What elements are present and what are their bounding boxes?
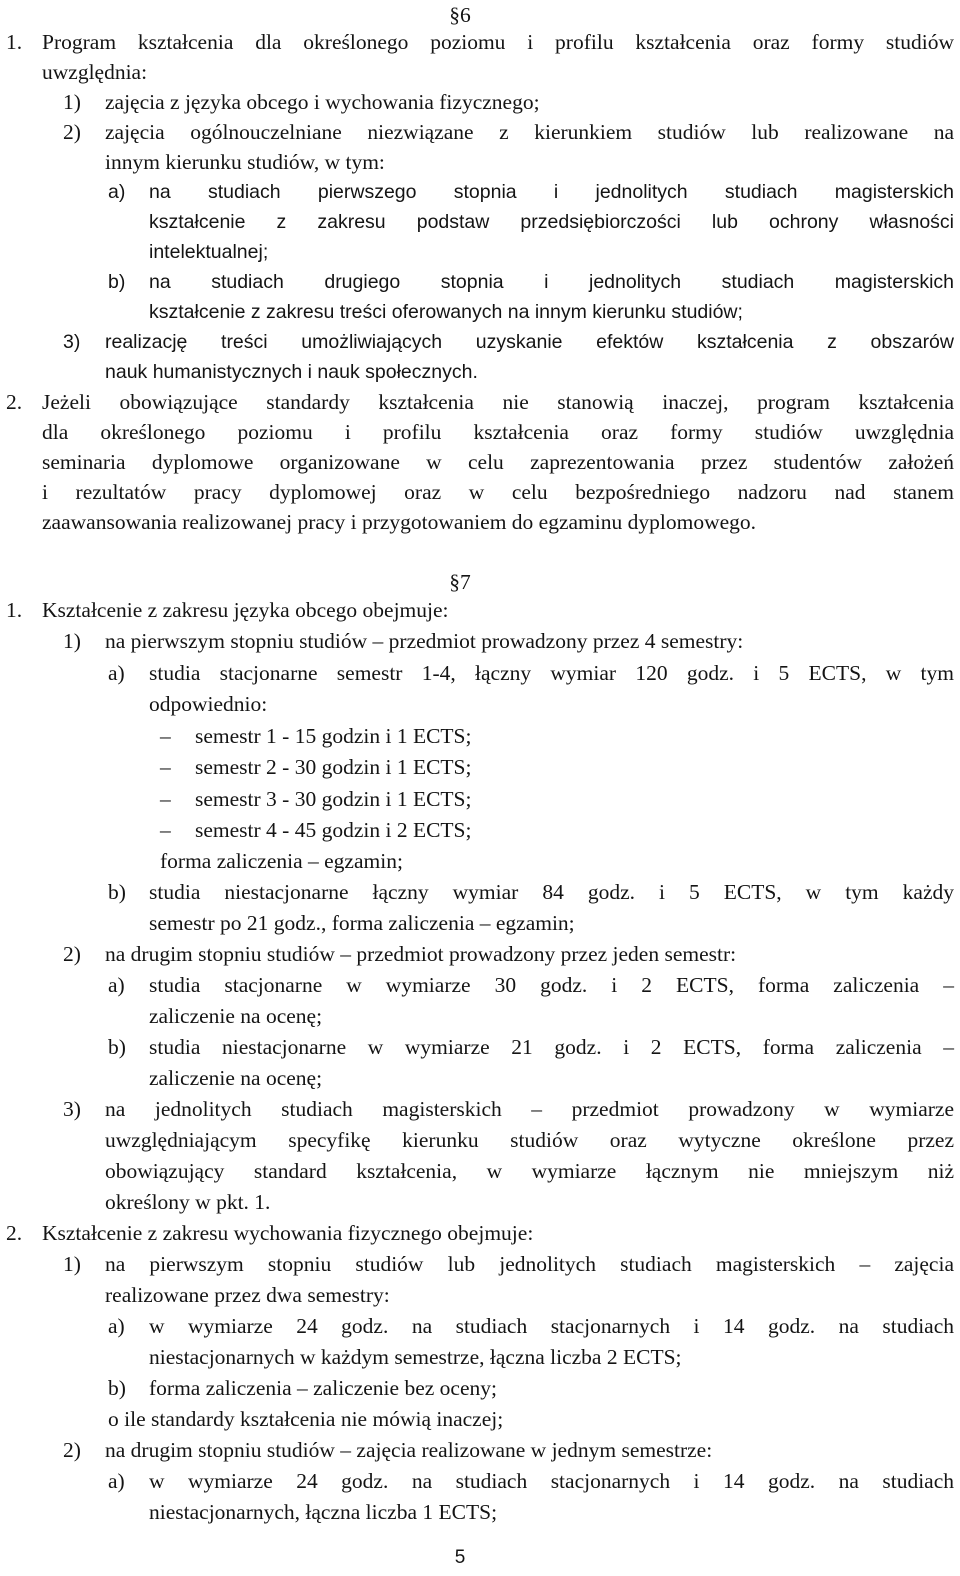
paragraph-line: uwzględniającym specyfikę kierunku studiów oraz wytyczne określone przez <box>105 1128 954 1152</box>
paragraph-line: niestacjonarnych, łączna liczba 1 ECTS; <box>149 1500 498 1524</box>
dash-bullet: – <box>160 724 171 748</box>
paragraph-line: na drugim stopniu studiów – zajęcia realizowane w jednym semestrze: <box>105 1438 713 1462</box>
list-number: 3) <box>63 331 81 353</box>
paragraph-line: Kształcenie z zakresu języka obcego obejmuje: <box>42 598 449 622</box>
paragraph-line: intelektualnej; <box>149 241 269 263</box>
paragraph-line: zaawansowania realizowanej pracy i przygotowaniem do egzaminu dyplomowego. <box>42 510 757 534</box>
list-letter: a) <box>108 1314 125 1338</box>
list-letter: b) <box>108 1035 126 1059</box>
paragraph-line: zajęcia ogólnouczelniane niezwiązane z kierunkiem studiów lub realizowane na <box>105 120 954 144</box>
paragraph-line: seminaria dyplomowe organizowane w celu zaprezentowania przez studentów założeń <box>42 450 954 474</box>
paragraph-line: i rezultatów pracy dyplomowej oraz w celu bezpośredniego nadzoru nad stanem <box>42 480 954 504</box>
paragraph-line: semestr 1 - 15 godzin i 1 ECTS; <box>195 724 472 748</box>
paragraph-line: semestr po 21 godz., forma zaliczenia – egzamin; <box>149 911 575 935</box>
paragraph-line: studia niestacjonarne łączny wymiar 84 godz. i 5 ECTS, w tym każdy <box>149 880 954 904</box>
list-number: 2. <box>6 1221 23 1245</box>
paragraph-line: realizowane przez dwa semestry: <box>105 1283 390 1307</box>
paragraph-line: dla określonego poziomu i profilu kształcenia oraz formy studiów uwzględnia <box>42 420 954 444</box>
paragraph-line: na jednolitych studiach magisterskich – przedmiot prowadzony w wymiarze <box>105 1097 954 1121</box>
dash-bullet: – <box>160 818 171 842</box>
paragraph-line: studia stacjonarne semestr 1-4, łączny wymiar 120 godz. i 5 ECTS, w tym <box>149 661 954 685</box>
paragraph-line: forma zaliczenia – egzamin; <box>160 849 403 873</box>
paragraph-line: uwzględnia: <box>42 60 148 84</box>
section-7-heading: §7 <box>449 570 471 594</box>
paragraph-line: zaliczenie na ocenę; <box>149 1066 323 1090</box>
paragraph-line: Jeżeli obowiązujące standardy kształcenia nie stanowią inaczej, program kształcenia <box>42 390 954 414</box>
list-letter: b) <box>108 880 126 904</box>
paragraph-line: zaliczenie na ocenę; <box>149 1004 323 1028</box>
paragraph-line: na drugim stopniu studiów – przedmiot prowadzony przez jeden semestr: <box>105 942 737 966</box>
paragraph-line: na pierwszym stopniu studiów lub jednolitych studiach magisterskich – zajęcia <box>105 1252 954 1276</box>
dash-bullet: – <box>160 787 171 811</box>
paragraph-line: w wymiarze 24 godz. na studiach stacjonarnych i 14 godz. na studiach <box>149 1469 954 1493</box>
paragraph-line: w wymiarze 24 godz. na studiach stacjonarnych i 14 godz. na studiach <box>149 1314 954 1338</box>
paragraph-line: studia stacjonarne w wymiarze 30 godz. i 2 ECTS, forma zaliczenia – <box>149 973 954 997</box>
list-number: 2. <box>6 390 23 414</box>
list-letter: b) <box>108 271 126 293</box>
paragraph-line: na studiach drugiego stopnia i jednolitych studiach magisterskich <box>149 271 954 293</box>
list-number: 3) <box>63 1097 81 1121</box>
list-letter: a) <box>108 181 126 203</box>
paragraph-line: semestr 3 - 30 godzin i 1 ECTS; <box>195 787 472 811</box>
paragraph-line: na studiach pierwszego stopnia i jednolitych studiach magisterskich <box>149 181 954 203</box>
list-number: 1. <box>6 598 23 622</box>
paragraph-line: kształcenie z zakresu podstaw przedsiębiorczości lub ochrony własności <box>149 211 954 233</box>
paragraph-line: semestr 2 - 30 godzin i 1 ECTS; <box>195 755 472 779</box>
paragraph-line: zajęcia z języka obcego i wychowania fizycznego; <box>105 90 540 114</box>
list-letter: a) <box>108 661 125 685</box>
list-number: 1. <box>6 30 23 54</box>
paragraph-line: nauk humanistycznych i nauk społecznych. <box>105 361 478 383</box>
paragraph-line: na pierwszym stopniu studiów – przedmiot prowadzony przez 4 semestry: <box>105 629 744 653</box>
section-6-heading: §6 <box>449 3 471 27</box>
dash-bullet: – <box>160 755 171 779</box>
list-number: 1) <box>63 629 81 653</box>
page-number: 5 <box>454 1547 466 1568</box>
paragraph-line: niestacjonarnych w każdym semestrze, łączna liczba 2 ECTS; <box>149 1345 682 1369</box>
paragraph-line: innym kierunku studiów, w tym: <box>105 150 385 174</box>
paragraph-line: Kształcenie z zakresu wychowania fizycznego obejmuje: <box>42 1221 534 1245</box>
list-number: 2) <box>63 942 81 966</box>
list-number: 1) <box>63 90 81 114</box>
list-number: 2) <box>63 1438 81 1462</box>
paragraph-line: Program kształcenia dla określonego poziomu i profilu kształcenia oraz formy studiów <box>42 30 954 54</box>
list-number: 1) <box>63 1252 81 1276</box>
paragraph-line: o ile standardy kształcenia nie mówią inaczej; <box>108 1407 504 1431</box>
paragraph-line: studia niestacjonarne w wymiarze 21 godz. i 2 ECTS, forma zaliczenia – <box>149 1035 954 1059</box>
list-letter: b) <box>108 1376 126 1400</box>
paragraph-line: realizację treści umożliwiających uzyskanie efektów kształcenia z obszarów <box>105 331 954 353</box>
paragraph-line: odpowiednio: <box>149 692 268 716</box>
paragraph-line: kształcenie z zakresu treści oferowanych na innym kierunku studiów; <box>149 301 743 323</box>
list-letter: a) <box>108 1469 125 1493</box>
paragraph-line: określony w pkt. 1. <box>105 1190 271 1214</box>
list-letter: a) <box>108 973 125 997</box>
list-number: 2) <box>63 120 81 144</box>
paragraph-line: semestr 4 - 45 godzin i 2 ECTS; <box>195 818 472 842</box>
paragraph-line: obowiązujący standard kształcenia, w wymiarze łącznym nie mniejszym niż <box>105 1159 954 1183</box>
paragraph-line: forma zaliczenia – zaliczenie bez oceny; <box>149 1376 497 1400</box>
